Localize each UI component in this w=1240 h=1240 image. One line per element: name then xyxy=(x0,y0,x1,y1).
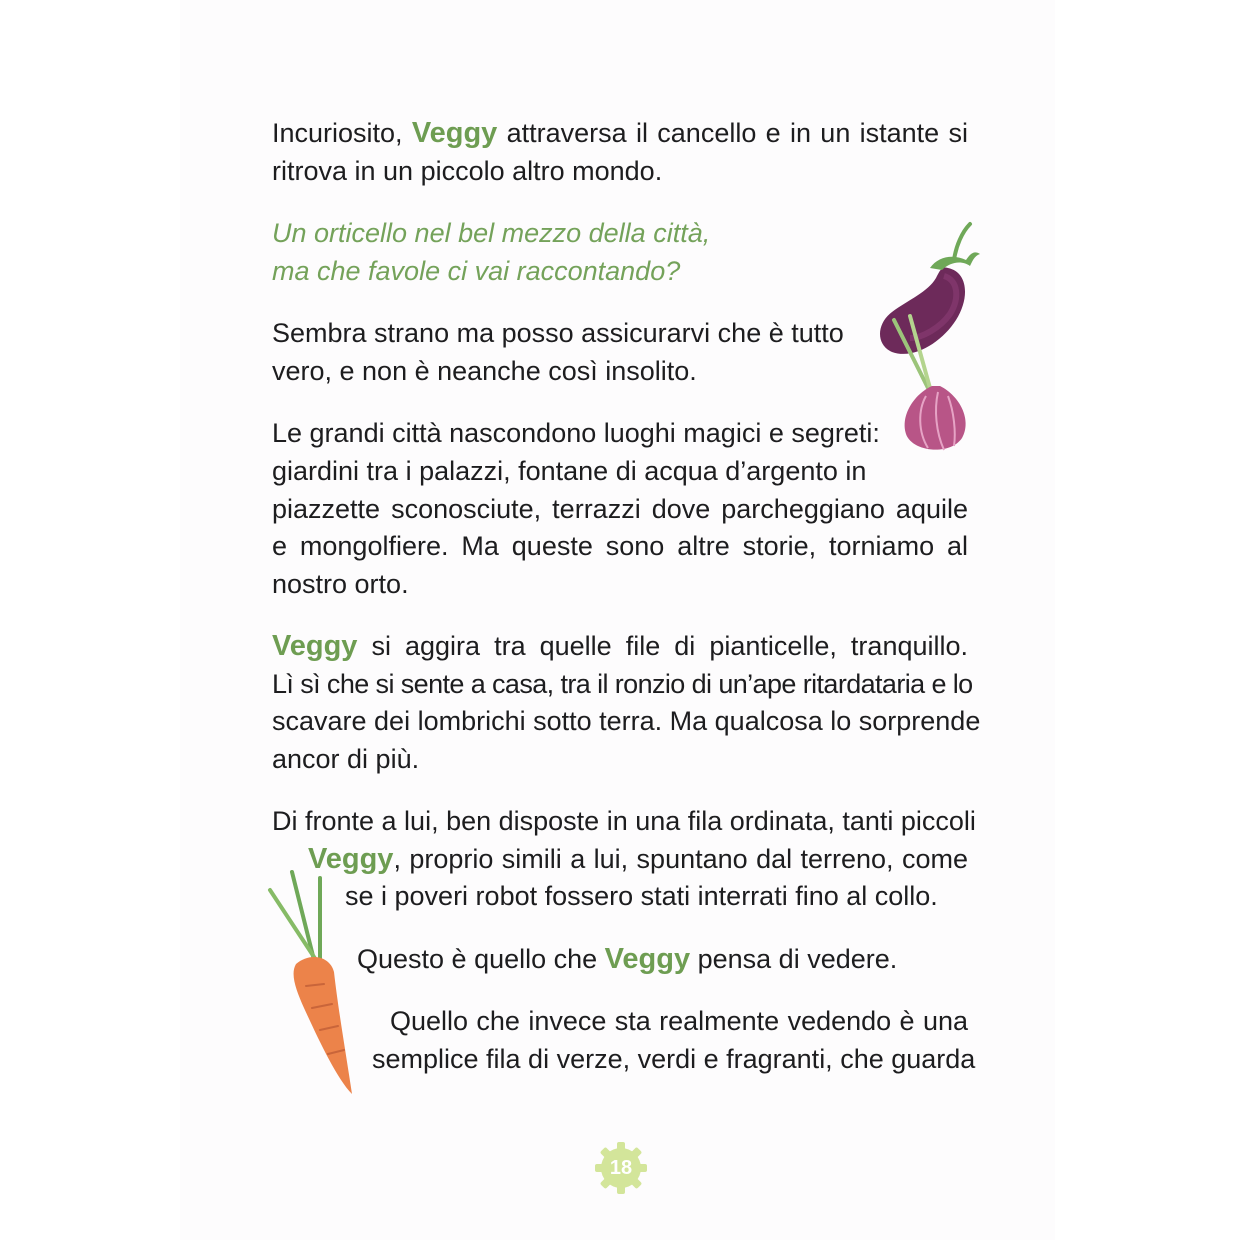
p5-line-2: Veggy, proprio simili a lui, spuntano dal terreno, come xyxy=(308,843,968,875)
p7-line-2: semplice fila di verze, verdi e fragranti, che guarda xyxy=(372,1044,976,1074)
veggy-name: Veggy xyxy=(411,117,498,149)
p6-line-1: Questo è quello che Veggy pensa di vedere. xyxy=(357,943,898,975)
p5-line-1: Di fronte a lui, ben disposte in una fila ordinata, tanti piccoli xyxy=(272,806,976,836)
eggplant-onion-illustration xyxy=(870,220,990,460)
p2-line-1: Sembra strano ma posso assicurarvi che è tutto xyxy=(272,318,844,348)
p4-line-3: scavare dei lombrichi sotto terra. Ma qualcosa lo sorprende xyxy=(272,706,981,736)
p2-line-2: vero, e non è neanche così insolito. xyxy=(272,356,697,386)
veggy-name: Veggy xyxy=(272,630,358,662)
carrot-icon xyxy=(270,872,352,1094)
p4-line-4: ancor di più. xyxy=(272,744,420,774)
veggy-name: Veggy xyxy=(604,943,691,975)
p3-line-3: piazzette sconosciute, terrazzi dove parcheggiano aquile xyxy=(272,494,968,524)
page-number: 18 xyxy=(609,1157,633,1179)
p7-line-1: Quello che invece sta realmente vedendo è una xyxy=(390,1006,968,1036)
quote-line-2: ma che favole ci vai raccontando? xyxy=(272,256,681,286)
p3-line-5: nostro orto. xyxy=(272,569,409,599)
p1-line-1: Incuriosito, Veggy attraversa il cancello e in un istante si xyxy=(272,117,969,149)
carrot-illustration xyxy=(262,868,362,1100)
p3-line-4: e mongolfiere. Ma queste sono altre storie, torniamo al xyxy=(272,531,968,561)
p4-line-1: Veggy si aggira tra quelle file di pianticelle, tranquillo. xyxy=(272,630,968,662)
veggy-name: Veggy xyxy=(308,843,394,875)
p4-line-2: Lì sì che si sente a casa, tra il ronzio di un’ape ritardataria e lo xyxy=(272,669,973,699)
quote-line-1: Un orticello nel bel mezzo della città, xyxy=(272,218,711,248)
eggplant-icon xyxy=(880,224,980,354)
p3-line-2: giardini tra i palazzi, fontane di acqua d’argento in xyxy=(272,456,867,486)
p5-line-3: se i poveri robot fossero stati interrati fino al collo. xyxy=(345,881,938,911)
p1-line-2: ritrova in un piccolo altro mondo. xyxy=(272,156,663,186)
p3-line-1: Le grandi città nascondono luoghi magici e segreti: xyxy=(272,418,880,448)
